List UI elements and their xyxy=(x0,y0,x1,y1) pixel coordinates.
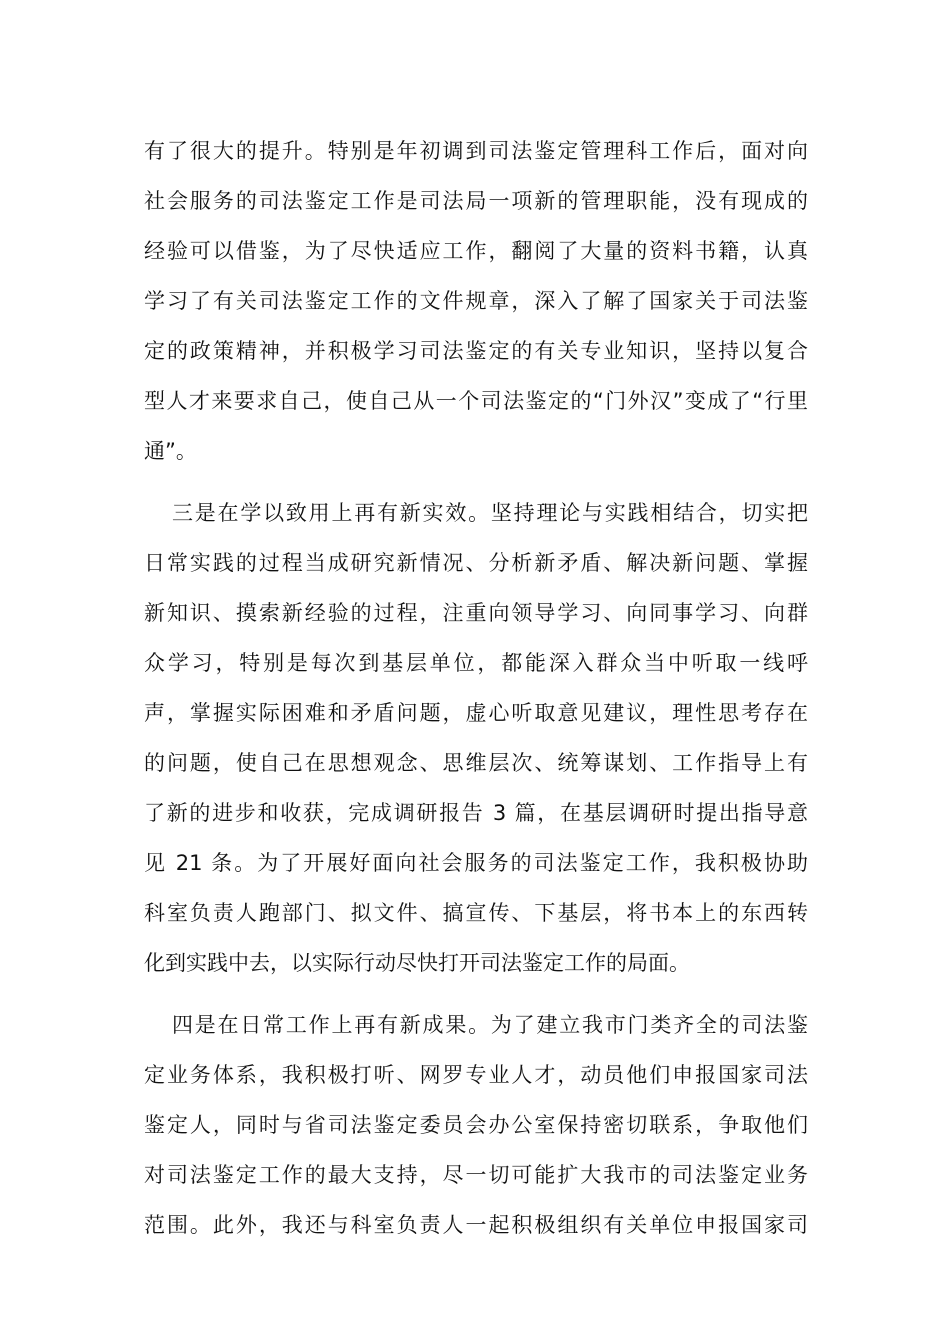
text-line: 三是在学以致用上再有新实效。坚持理论与实践相结合，切实把 xyxy=(172,501,808,525)
document-body xyxy=(144,126,808,1250)
text-line: 日常实践的过程当成研究新情况、分析新矛盾、解决新问题、掌握 xyxy=(144,551,808,575)
text-line: 科室负责人跑部门、拟文件、搞宣传、下基层，将书本上的东西转 xyxy=(144,901,808,925)
text-line: 学习了有关司法鉴定工作的文件规章，深入了解了国家关于司法鉴 xyxy=(144,289,808,313)
text-line: 通”。 xyxy=(144,439,197,463)
text-line: 化到实践中去，以实际行动尽快打开司法鉴定工作的局面。 xyxy=(144,951,690,975)
text-line: 有了很大的提升。特别是年初调到司法鉴定管理科工作后，面对向 xyxy=(144,139,808,163)
text-line: 定业务体系，我积极打听、网罗专业人才，动员他们申报国家司法 xyxy=(144,1063,808,1087)
text-line: 定的政策精神，并积极学习司法鉴定的有关专业知识，坚持以复合 xyxy=(144,339,808,363)
text-line: 鉴定人，同时与省司法鉴定委员会办公室保持密切联系，争取他们 xyxy=(144,1113,808,1137)
text-line: 声，掌握实际困难和矛盾问题，虚心听取意见建议，理性思考存在 xyxy=(144,701,808,725)
text-line: 经验可以借鉴，为了尽快适应工作，翻阅了大量的资料书籍，认真 xyxy=(144,239,808,263)
text-line: 对司法鉴定工作的最大支持，尽一切可能扩大我市的司法鉴定业务 xyxy=(144,1163,808,1187)
text-line: 社会服务的司法鉴定工作是司法局一项新的管理职能，没有现成的 xyxy=(144,189,808,213)
text-line: 新知识、摸索新经验的过程，注重向领导学习、向同事学习、向群 xyxy=(144,601,808,625)
text-line: 众学习，特别是每次到基层单位，都能深入群众当中听取一线呼 xyxy=(144,651,808,675)
text-line: 型人才来要求自己，使自己从一个司法鉴定的“门外汉”变成了“行里 xyxy=(144,389,808,413)
text-line: 见 21 条。为了开展好面向社会服务的司法鉴定工作，我积极协助 xyxy=(144,851,808,875)
paragraph-2 xyxy=(144,488,808,988)
text-line: 范围。此外，我还与科室负责人一起积极组织有关单位申报国家司 xyxy=(144,1213,808,1237)
text-line: 的问题，使自己在思想观念、思维层次、统筹谋划、工作指导上有 xyxy=(144,751,808,775)
text-line: 了新的进步和收获，完成调研报告 3 篇，在基层调研时提出指导意 xyxy=(144,801,808,825)
text-line: 四是在日常工作上再有新成果。为了建立我市门类齐全的司法鉴 xyxy=(172,1013,808,1037)
paragraph-1 xyxy=(144,126,808,476)
paragraph-3 xyxy=(144,1000,808,1250)
